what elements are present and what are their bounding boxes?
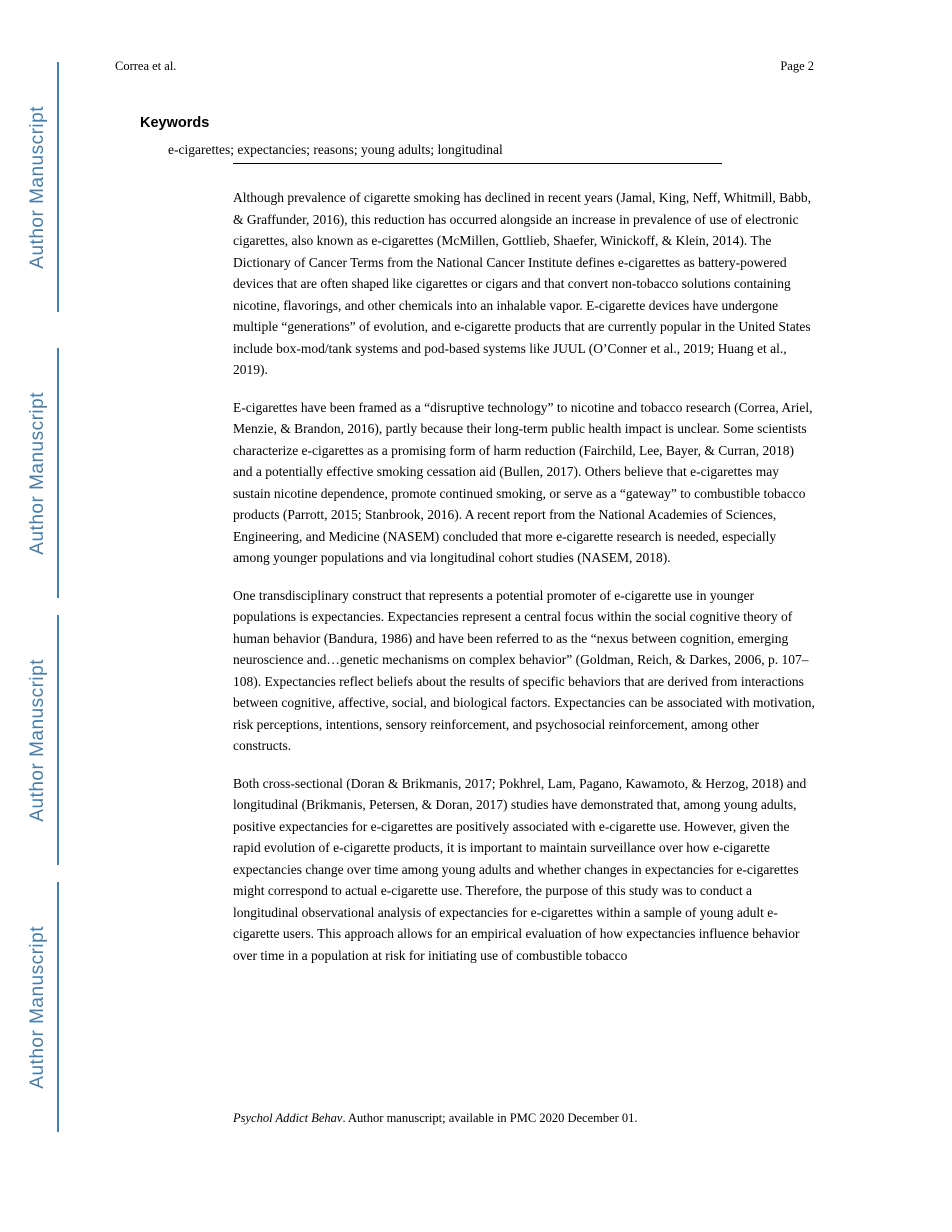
watermark-label: Author Manuscript <box>27 391 48 555</box>
keywords-heading: Keywords <box>140 115 210 131</box>
watermark-line <box>57 615 59 865</box>
author-manuscript-watermark <box>27 615 59 865</box>
author-manuscript-watermark <box>27 62 59 312</box>
keywords-divider <box>233 163 722 164</box>
watermark-label: Author Manuscript <box>27 105 48 269</box>
journal-name: Psychol Addict Behav <box>233 1111 343 1125</box>
watermark-label: Author Manuscript <box>27 658 48 822</box>
keywords-text: e-cigarettes; expectancies; reasons; young adults; longitudinal <box>168 142 503 157</box>
footer-citation <box>233 1111 638 1126</box>
watermark-label: Author Manuscript <box>27 925 48 1089</box>
paragraph-2: E-cigarettes have been framed as a “disruptive technology” to nicotine and tobacco research (Correa, Ariel, Menzie, & Brandon, 2016), partly because their long-term public health impact is unclear. Some scientists characterize e-cigarettes as a promising form of harm reduction (Fairchild, Lee, Bayer, & Curran, 2018) and a potentially effective smoking cessation aid (Bullen, 2017). Others believe that e-cigarettes may sustain nicotine dependence, promote continued smoking, or serve as a “gateway” to combustible tobacco products (Parrott, 2015; Stanbrook, 2016). A recent report from the National Academies of Sciences, Engineering, and Medicine (NASEM) concluded that more e-cigarette research is needed, especially among younger populations and via longitudinal cohort studies (NASEM, 2018). <box>233 399 813 565</box>
watermark-line <box>57 882 59 1132</box>
paragraph-3: One transdisciplinary construct that represents a potential promoter of e-cigarette use in younger populations is expectancies. Expectancies represent a central focus within the social cognitive theory of human behavior (Bandura, 1986) and have been referred to as the “nexus between cognition, emerging neuroscience and…genetic mechanisms on complex behavior” (Goldman, Reich, & Darkes, 2006, p. 107–108). Expectancies reflect beliefs about the results of specific behaviors that are derived from interactions between cognitive, affective, social, and biological factors. Expectancies can be associated with motivation, risk perceptions, intentions, sensory reinforcement, and psychosocial reinforcement, among other constructs. <box>233 587 815 753</box>
paragraph-4: Both cross-sectional (Doran & Brikmanis, 2017; Pokhrel, Lam, Pagano, Kawamoto, & Herzog, 2018) and longitudinal (Brikmanis, Petersen, & Doran, 2017) studies have demonstrated that, among young adults, positive expectancies for e-cigarettes are positively associated with e-cigarette use. However, given the rapid evolution of e-cigarette products, it is important to maintain surveillance over how e-cigarette expectancies change over time among young adults and whether changes in expectancies for e-cigarettes might correspond to actual e-cigarette use. Therefore, the purpose of this study was to conduct a longitudinal observational analysis of expectancies for e-cigarettes within a sample of young adult e-cigarette users. This approach allows for an empirical evaluation of how expectancies influence behavior over time in a population at risk for initiating use of combustible tobacco <box>233 775 807 963</box>
watermark-line <box>57 62 59 312</box>
article-body <box>233 187 815 982</box>
page-number: Page 2 <box>780 59 814 73</box>
author-manuscript-watermark <box>27 882 59 1132</box>
author-manuscript-watermark <box>27 348 59 598</box>
running-author: Correa et al. <box>115 59 177 73</box>
footer-availability-text: . Author manuscript; available in PMC 2020 December 01. <box>342 1111 638 1125</box>
paragraph-1: Although prevalence of cigarette smoking has declined in recent years (Jamal, King, Neff, Whitmill, Babb, & Graffunder, 2016), this reduction has occurred alongside an increase in prevalence of use of electronic cigarettes, also known as e-cigarettes (McMillen, Gottlieb, Shaefer, Winickoff, & Klein, 2014). The Dictionary of Cancer Terms from the National Cancer Institute defines e-cigarettes as battery-powered devices that are often shaped like cigarettes or cigars and that convert non-tobacco solutions containing nicotine, flavorings, and other chemicals into an inhalable vapor. E-cigarette devices have undergone multiple “generations” of evolution, and e-cigarette products that are currently popular in the United States include box-mod/tank systems and pod-based systems like JUUL (O’Conner et al., 2019; Huang et al., 2019). <box>233 190 811 377</box>
page-header <box>115 59 814 74</box>
watermark-line <box>57 348 59 598</box>
